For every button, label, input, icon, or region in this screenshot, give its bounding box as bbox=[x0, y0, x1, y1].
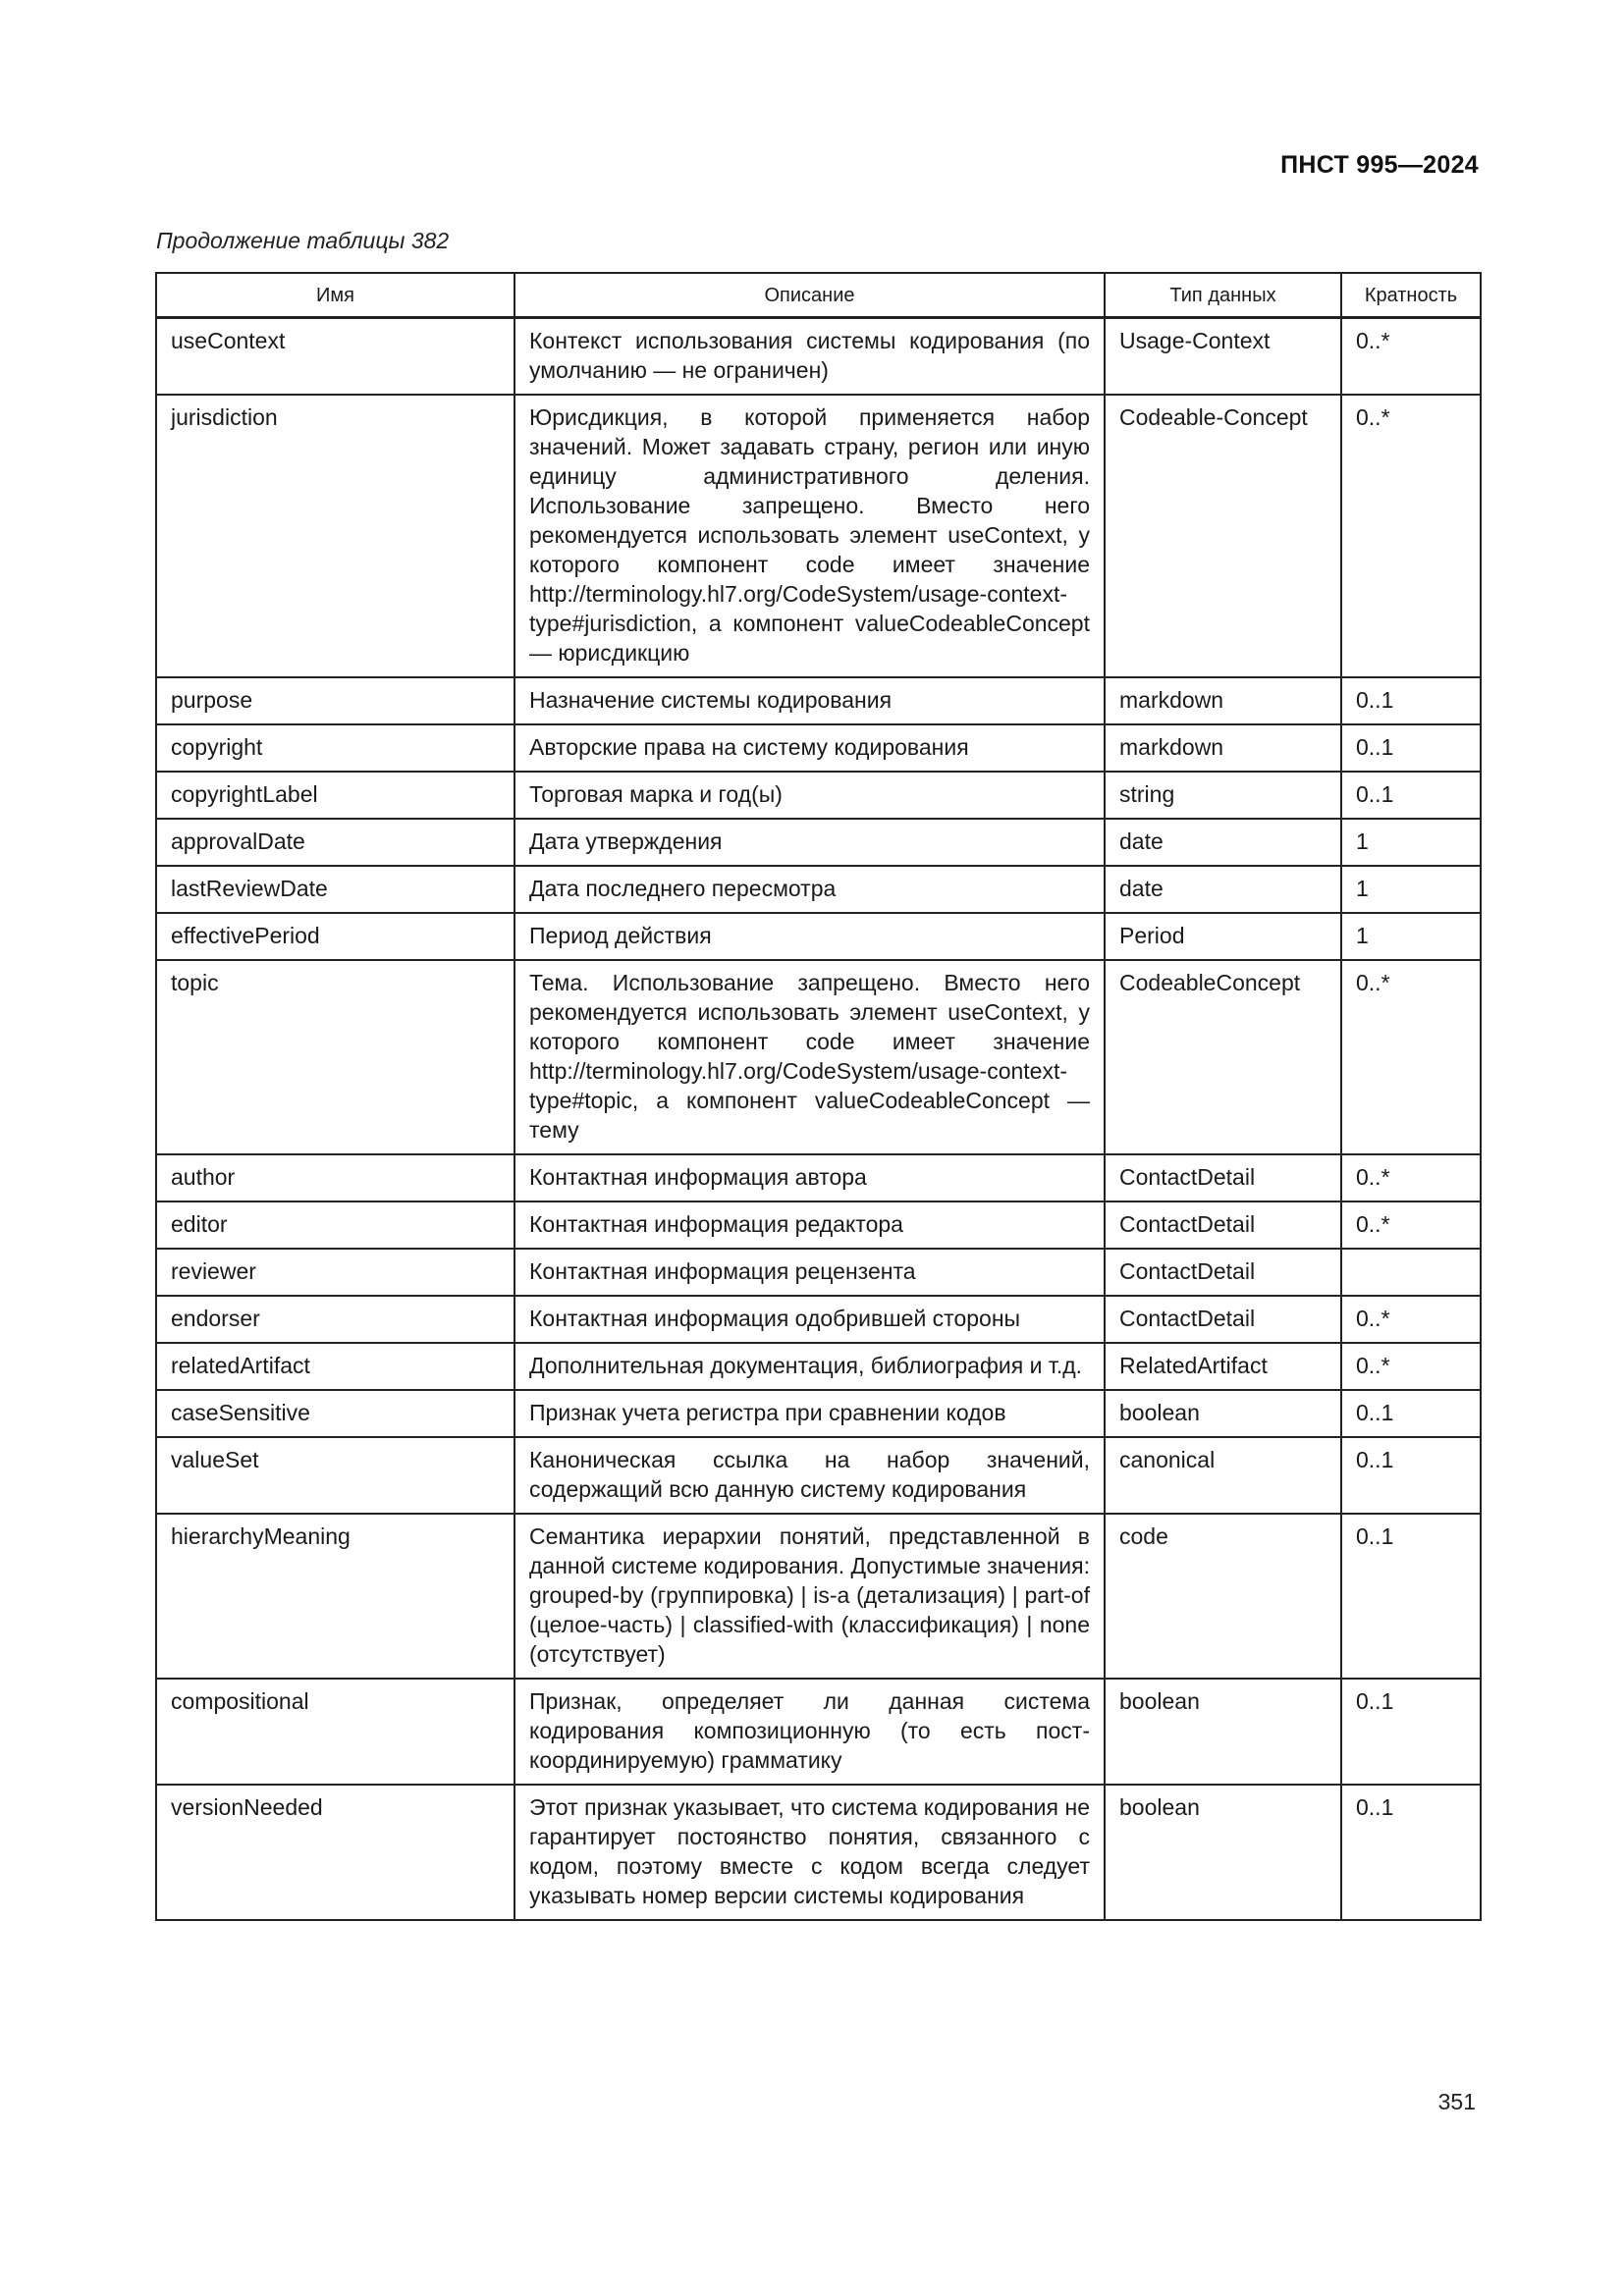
cell-multiplicity: 0..1 bbox=[1341, 1514, 1481, 1679]
cell-multiplicity bbox=[1341, 1249, 1481, 1296]
cell-description: Контактная информация автора bbox=[514, 1154, 1105, 1201]
cell-multiplicity: 0..1 bbox=[1341, 1437, 1481, 1514]
table-row bbox=[156, 1514, 1481, 1679]
document-number: ПНСТ 995—2024 bbox=[1280, 151, 1479, 179]
cell-type: ContactDetail bbox=[1105, 1249, 1341, 1296]
table-row bbox=[156, 866, 1481, 913]
cell-type: CodeableConcept bbox=[1105, 960, 1341, 1154]
cell-name: purpose bbox=[156, 677, 514, 724]
cell-name: relatedArtifact bbox=[156, 1343, 514, 1390]
cell-description: Контактная информация рецензента bbox=[514, 1249, 1105, 1296]
table-row bbox=[156, 1201, 1481, 1249]
cell-type: code bbox=[1105, 1514, 1341, 1679]
cell-description: Контекст использования системы кодирования (по умолчанию — не ограничен) bbox=[514, 318, 1105, 396]
table-body bbox=[156, 318, 1481, 1921]
cell-multiplicity: 1 bbox=[1341, 866, 1481, 913]
cell-type: boolean bbox=[1105, 1390, 1341, 1437]
cell-name: copyright bbox=[156, 724, 514, 772]
column-header-type: Тип данных bbox=[1105, 273, 1341, 318]
cell-type: ContactDetail bbox=[1105, 1154, 1341, 1201]
cell-description: Каноническая ссылка на набор значений, содержащий всю данную систему кодирования bbox=[514, 1437, 1105, 1514]
cell-type: date bbox=[1105, 866, 1341, 913]
cell-description: Семантика иерархии понятий, представленной в данной системе кодирования. Допустимые значения: grouped-by (группировка) | is-a (детализация) | part-of (целое-часть) | classified-with (классификация) | none (отсутствует) bbox=[514, 1514, 1105, 1679]
cell-name: topic bbox=[156, 960, 514, 1154]
cell-multiplicity: 0..* bbox=[1341, 1154, 1481, 1201]
cell-description: Торговая марка и год(ы) bbox=[514, 772, 1105, 819]
cell-description: Этот признак указывает, что система кодирования не гарантирует постоянство понятия, связанного с кодом, поэтому вместе с кодом всегда следует указывать номер версии системы кодирования bbox=[514, 1785, 1105, 1920]
cell-name: lastReviewDate bbox=[156, 866, 514, 913]
table-row bbox=[156, 318, 1481, 396]
cell-type: boolean bbox=[1105, 1785, 1341, 1920]
cell-name: valueSet bbox=[156, 1437, 514, 1514]
table-row bbox=[156, 1390, 1481, 1437]
table-row bbox=[156, 913, 1481, 960]
cell-description: Признак учета регистра при сравнении кодов bbox=[514, 1390, 1105, 1437]
cell-description: Дополнительная документация, библиография и т.д. bbox=[514, 1343, 1105, 1390]
cell-type: Usage-Context bbox=[1105, 318, 1341, 396]
cell-description: Дата утверждения bbox=[514, 819, 1105, 866]
cell-name: author bbox=[156, 1154, 514, 1201]
cell-multiplicity: 0..* bbox=[1341, 1296, 1481, 1343]
table-row bbox=[156, 819, 1481, 866]
table-row bbox=[156, 1154, 1481, 1201]
cell-description: Контактная информация одобрившей стороны bbox=[514, 1296, 1105, 1343]
cell-multiplicity: 0..1 bbox=[1341, 1785, 1481, 1920]
cell-multiplicity: 0..* bbox=[1341, 1201, 1481, 1249]
cell-name: endorser bbox=[156, 1296, 514, 1343]
cell-name: editor bbox=[156, 1201, 514, 1249]
cell-type: Codeable-Concept bbox=[1105, 395, 1341, 677]
table-header-row bbox=[156, 273, 1481, 318]
column-header-multiplicity: Кратность bbox=[1341, 273, 1481, 318]
cell-description: Юрисдикция, в которой применяется набор значений. Может задавать страну, регион или иную единицу административного деления. Использование запрещено. Вместо него рекомендуется использовать элемент useContext, у которого компонент code имеет значение http://terminology.hl7.org/CodeSystem/usage-context-type#jurisdiction, а компонент valueCodeableConcept — юрисдикцию bbox=[514, 395, 1105, 677]
cell-multiplicity: 0..1 bbox=[1341, 724, 1481, 772]
cell-type: ContactDetail bbox=[1105, 1201, 1341, 1249]
cell-description: Контактная информация редактора bbox=[514, 1201, 1105, 1249]
table-row bbox=[156, 395, 1481, 677]
table-row bbox=[156, 1679, 1481, 1785]
cell-multiplicity: 0..* bbox=[1341, 318, 1481, 396]
cell-type: ContactDetail bbox=[1105, 1296, 1341, 1343]
table-continuation-label: Продолжение таблицы 382 bbox=[156, 228, 450, 253]
cell-name: effectivePeriod bbox=[156, 913, 514, 960]
table-row bbox=[156, 1437, 1481, 1514]
cell-name: approvalDate bbox=[156, 819, 514, 866]
cell-name: jurisdiction bbox=[156, 395, 514, 677]
cell-multiplicity: 0..1 bbox=[1341, 1679, 1481, 1785]
cell-description: Авторские права на систему кодирования bbox=[514, 724, 1105, 772]
cell-multiplicity: 1 bbox=[1341, 819, 1481, 866]
specification-table bbox=[155, 272, 1482, 1921]
cell-multiplicity: 0..* bbox=[1341, 1343, 1481, 1390]
table-row bbox=[156, 960, 1481, 1154]
table-row bbox=[156, 1343, 1481, 1390]
cell-multiplicity: 0..1 bbox=[1341, 1390, 1481, 1437]
table-row bbox=[156, 772, 1481, 819]
cell-description: Период действия bbox=[514, 913, 1105, 960]
column-header-description: Описание bbox=[514, 273, 1105, 318]
cell-name: versionNeeded bbox=[156, 1785, 514, 1920]
cell-name: compositional bbox=[156, 1679, 514, 1785]
cell-description: Тема. Использование запрещено. Вместо него рекомендуется использовать элемент useContext, у которого компонент code имеет значение http://terminology.hl7.org/CodeSystem/usage-context-type#topic, а компонент valueCodeableConcept — тему bbox=[514, 960, 1105, 1154]
cell-type: markdown bbox=[1105, 724, 1341, 772]
column-header-name: Имя bbox=[156, 273, 514, 318]
table-row bbox=[156, 677, 1481, 724]
cell-multiplicity: 0..* bbox=[1341, 395, 1481, 677]
cell-name: hierarchyMeaning bbox=[156, 1514, 514, 1679]
cell-name: reviewer bbox=[156, 1249, 514, 1296]
table-header bbox=[156, 273, 1481, 318]
cell-name: copyrightLabel bbox=[156, 772, 514, 819]
cell-type: canonical bbox=[1105, 1437, 1341, 1514]
cell-multiplicity: 0..1 bbox=[1341, 772, 1481, 819]
cell-type: markdown bbox=[1105, 677, 1341, 724]
cell-description: Назначение системы кодирования bbox=[514, 677, 1105, 724]
table-row bbox=[156, 1785, 1481, 1920]
cell-type: Period bbox=[1105, 913, 1341, 960]
cell-name: caseSensitive bbox=[156, 1390, 514, 1437]
cell-name: useContext bbox=[156, 318, 514, 396]
table-row bbox=[156, 1249, 1481, 1296]
cell-multiplicity: 0..1 bbox=[1341, 677, 1481, 724]
cell-multiplicity: 1 bbox=[1341, 913, 1481, 960]
cell-description: Дата последнего пересмотра bbox=[514, 866, 1105, 913]
cell-description: Признак, определяет ли данная система кодирования композиционную (то есть пост-координируемую) грамматику bbox=[514, 1679, 1105, 1785]
cell-type: string bbox=[1105, 772, 1341, 819]
table-row bbox=[156, 1296, 1481, 1343]
cell-type: RelatedArtifact bbox=[1105, 1343, 1341, 1390]
cell-multiplicity: 0..* bbox=[1341, 960, 1481, 1154]
cell-type: date bbox=[1105, 819, 1341, 866]
cell-type: boolean bbox=[1105, 1679, 1341, 1785]
table-row bbox=[156, 724, 1481, 772]
page-number: 351 bbox=[1437, 2089, 1476, 2114]
